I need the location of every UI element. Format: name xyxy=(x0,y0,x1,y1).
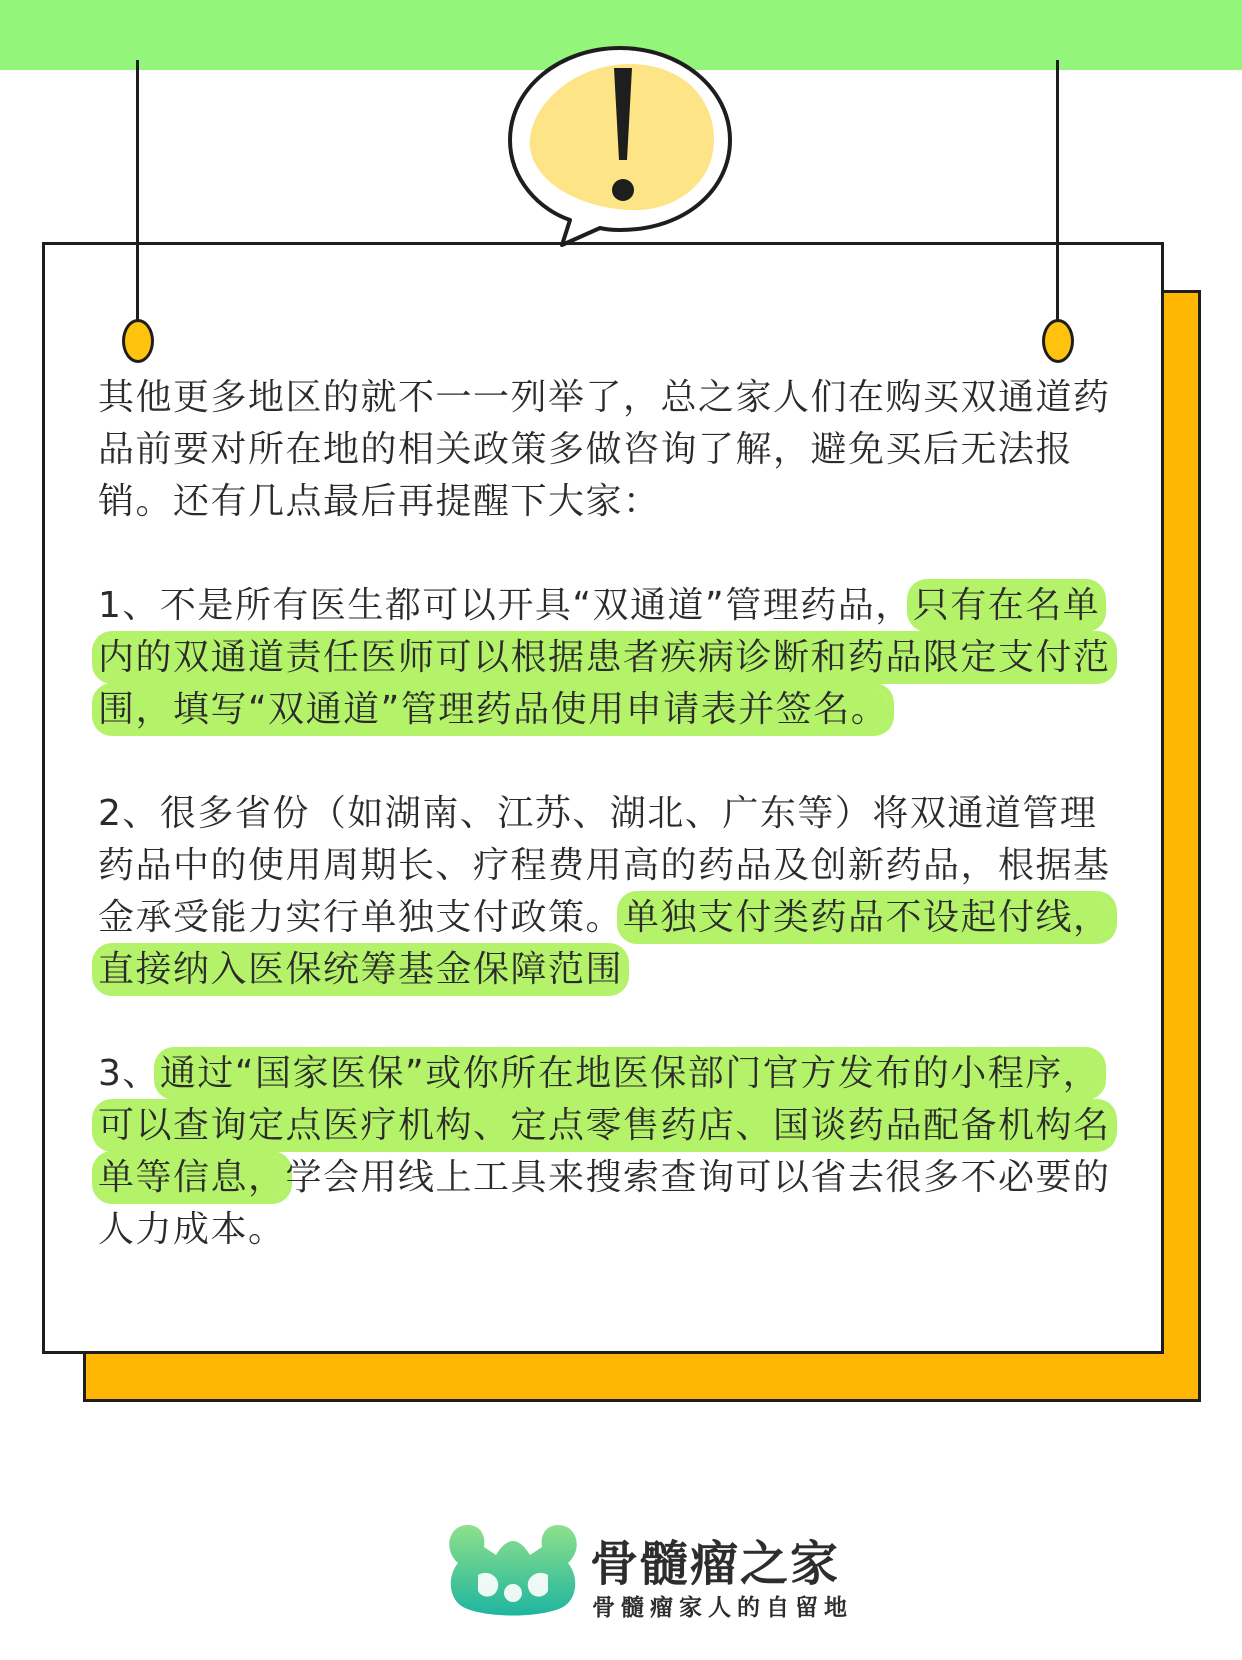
hanging-string-left xyxy=(136,60,139,342)
bone-marrow-logo-icon xyxy=(438,1515,588,1625)
brand-name: 骨髓瘤之家 xyxy=(590,1536,841,1592)
point-3-number: 3、 xyxy=(98,1053,160,1094)
point-2-text: 2、很多省份（如湖南、江苏、湖北、广东等）将双通道管理药品中的使用周期长、疗程费用高的药品及创新药品，根据基金承受能力实行单独支付政策。 xyxy=(98,793,1111,938)
point-3-text: 学会用线上工具来搜索查询可以省去很多不必要的人力成本。 xyxy=(98,1157,1111,1250)
hanging-string-right xyxy=(1056,60,1059,342)
intro-paragraph: 其他更多地区的就不一一列举了，总之家人们在购买双通道药品前要对所在地的相关政策多做咨询了解，避免买后无法报销。还有几点最后再提醒下大家： xyxy=(98,377,1111,522)
article-body xyxy=(98,372,1123,1308)
exclamation-speech-bubble-icon xyxy=(500,40,740,252)
brand-slogan: 骨髓瘤家人的自留地 xyxy=(592,1595,853,1621)
point-1 xyxy=(98,580,1123,736)
point-2-highlight: 单独支付类药品不设起付线，直接纳入医保统筹基金保障范围 xyxy=(98,897,1111,990)
point-1-highlight: 只有在名单内的双通道责任医师可以根据患者疾病诊断和药品限定支付范围，填写“双通道”管理药品使用申请表并签名。 xyxy=(98,585,1111,730)
point-1-text: 1、不是所有医生都可以开具“双通道”管理药品， xyxy=(98,585,913,626)
point-2 xyxy=(98,788,1123,996)
point-3-highlight: 通过“国家医保”或你所在地医保部门官方发布的小程序，可以查询定点医疗机构、定点零售药店、国谈药品配备机构名单等信息， xyxy=(98,1053,1111,1198)
bead-right xyxy=(1042,319,1074,363)
point-3 xyxy=(98,1048,1123,1256)
bead-left xyxy=(122,319,154,363)
brand-footer xyxy=(438,1515,858,1625)
